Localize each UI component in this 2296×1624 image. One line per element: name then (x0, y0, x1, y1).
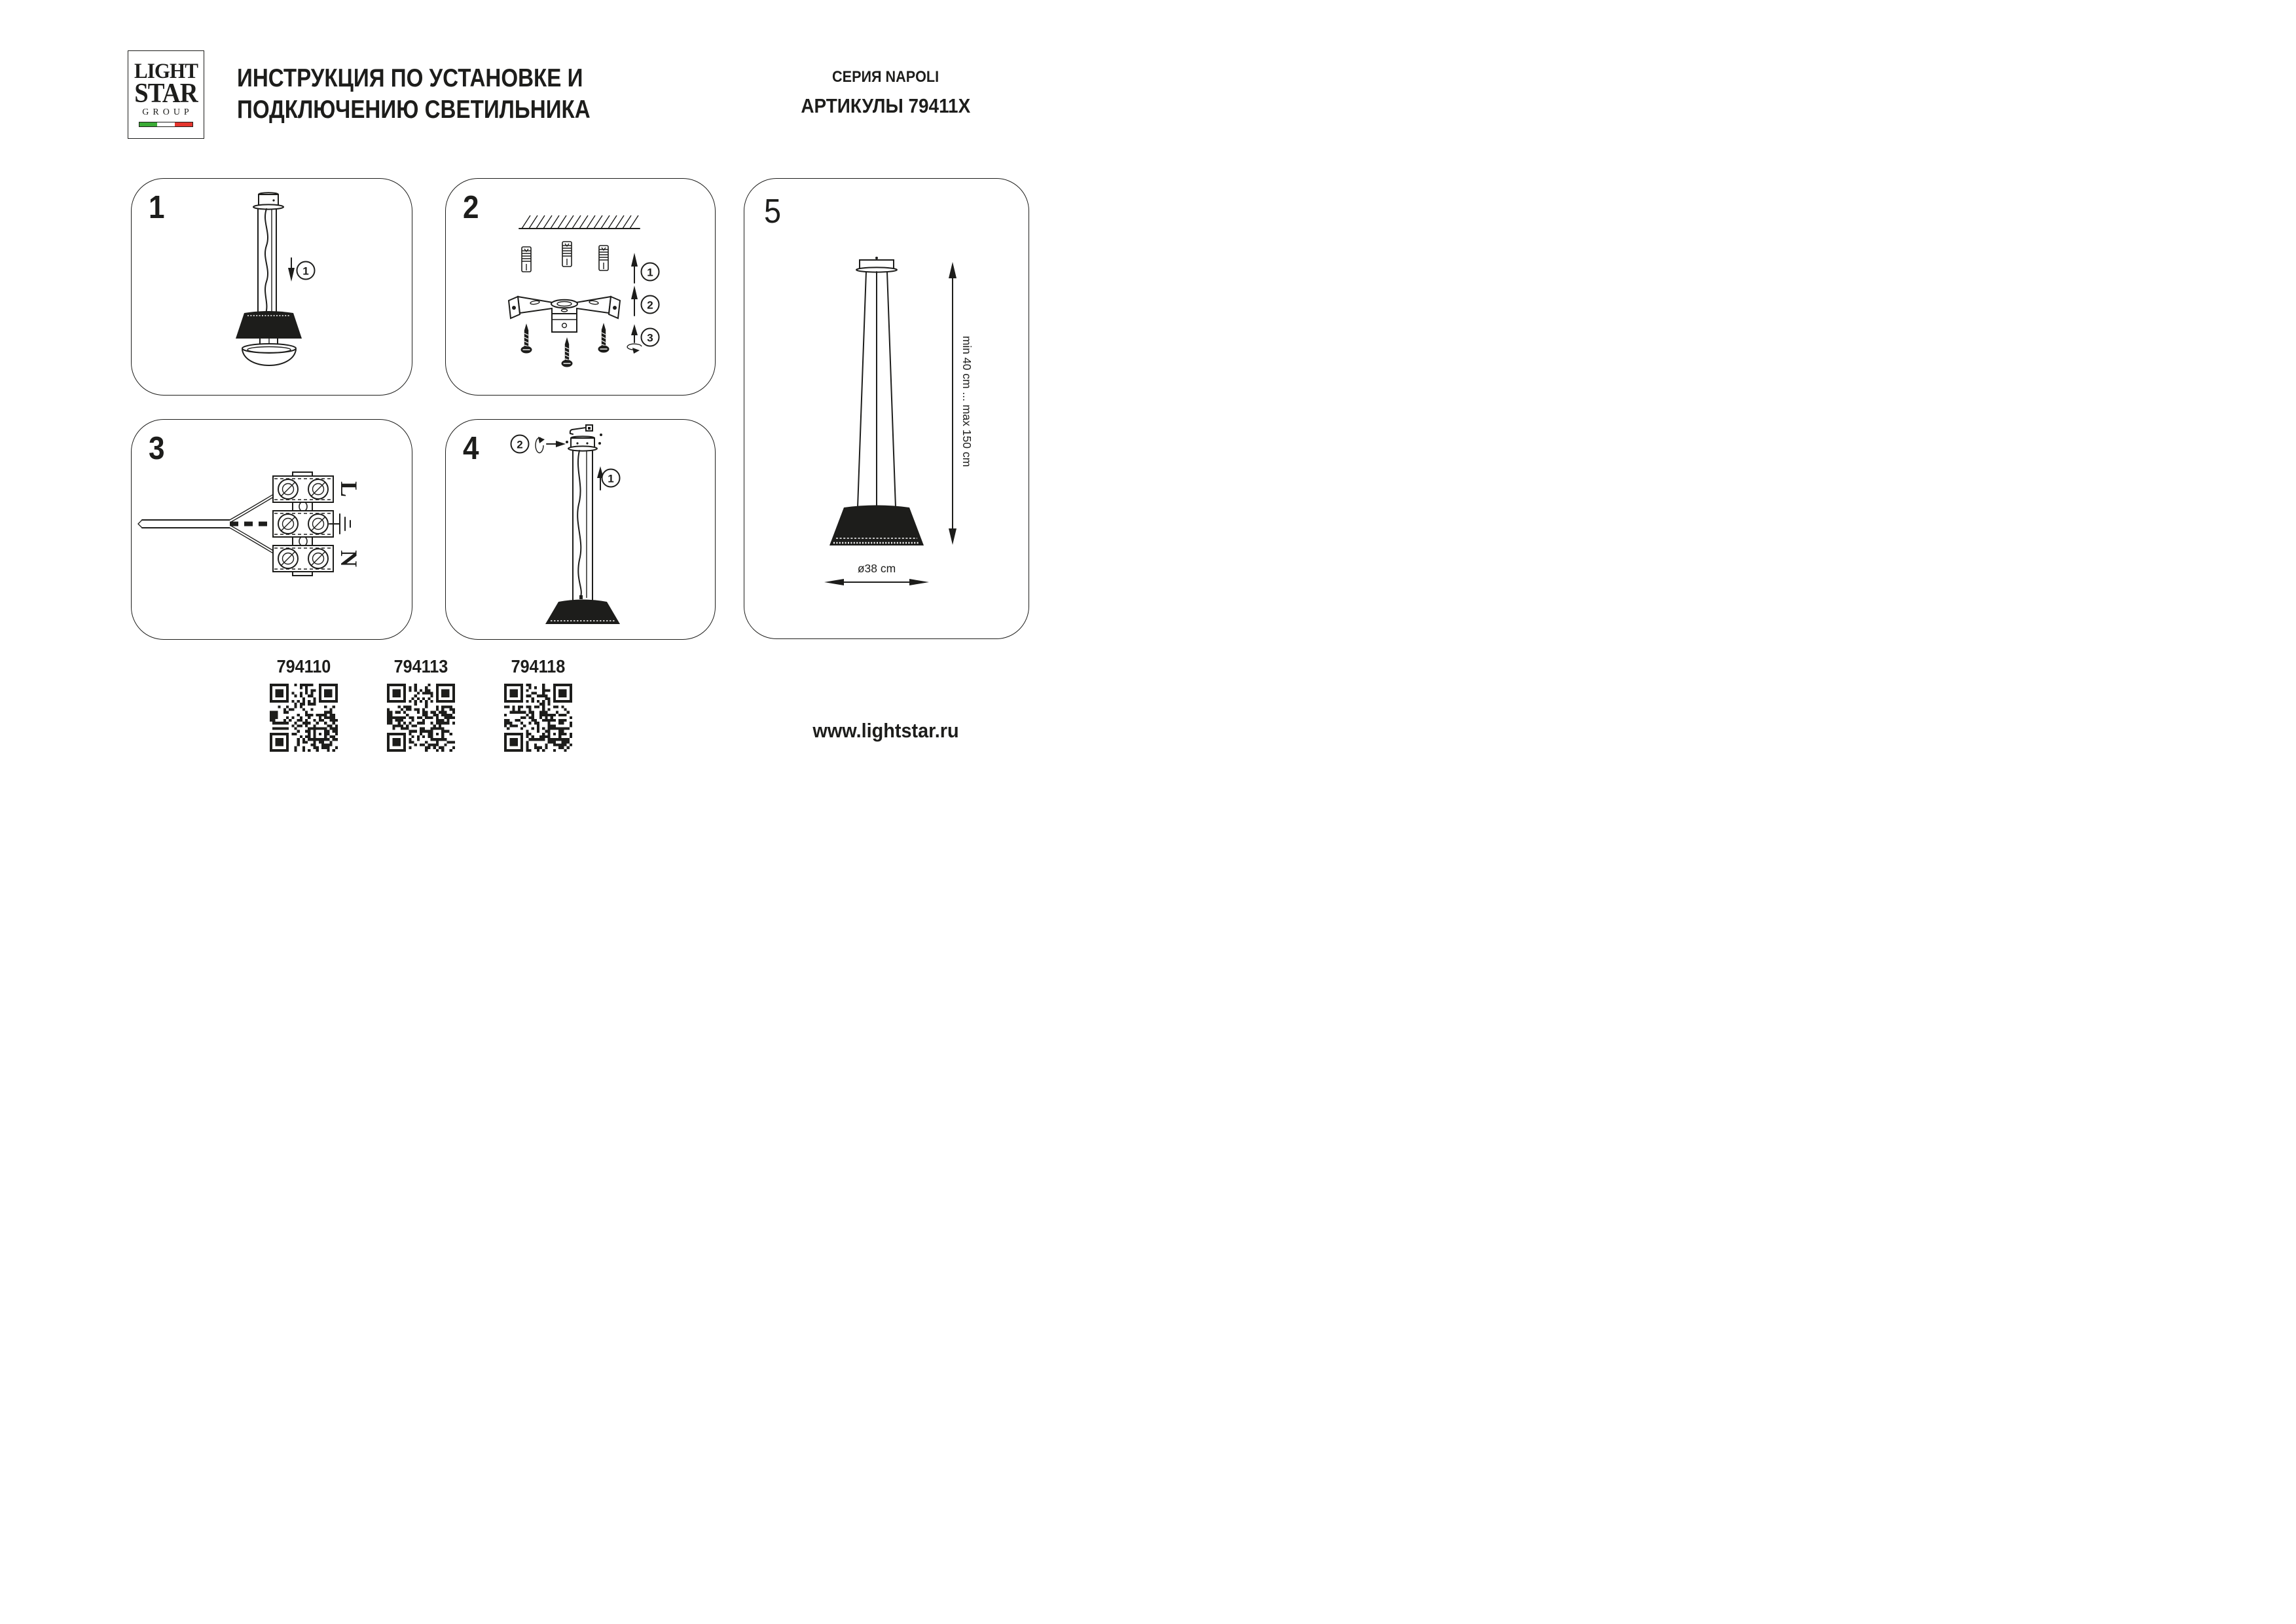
instruction-sheet (0, 0, 1148, 812)
step-panel-4 (445, 419, 716, 640)
screw (598, 323, 610, 353)
wiring-diagram (132, 420, 412, 639)
height-dimension-label: min 40 cm ... max 150 cm (960, 335, 974, 468)
article-column (486, 656, 591, 755)
dimensions-diagram (744, 179, 1029, 638)
series-name: СЕРИЯ NAPOLI (832, 68, 939, 86)
step-number: 1 (608, 472, 614, 485)
screw (521, 323, 532, 354)
qr-code (387, 684, 455, 752)
ceiling-hatch (519, 215, 640, 229)
lightstar-logo (128, 50, 204, 139)
flag-green (139, 122, 157, 126)
terminal-module (273, 545, 333, 572)
pendant-lamp (829, 257, 924, 545)
neutral-label: N (336, 550, 362, 567)
lamp-shade (829, 506, 924, 546)
power-cable (138, 490, 283, 557)
terminal-module (273, 476, 333, 502)
power-cord (265, 209, 268, 313)
flag-white (157, 122, 175, 126)
step-marker-2 (642, 296, 659, 314)
ceiling-mounting-diagram (446, 179, 715, 395)
article-column (369, 656, 473, 755)
panel-number: 4 (463, 431, 479, 466)
series-header (722, 69, 1049, 117)
wall-anchor (522, 247, 531, 272)
qr-code (270, 684, 338, 752)
step-marker-1 (297, 262, 315, 280)
diameter-dimension-label: ø38 cm (857, 562, 896, 575)
italian-flag-icon (139, 122, 193, 127)
step-panel-1 (131, 178, 412, 396)
up-arrow-icon (631, 253, 638, 283)
step-marker-2 (511, 435, 529, 453)
flag-red (175, 122, 192, 126)
down-arrow-icon (288, 258, 295, 282)
screw-rotate-icon (627, 324, 642, 354)
pendant-lamp-diagram (132, 179, 412, 395)
canopy (568, 436, 597, 451)
step-panel-2 (445, 178, 716, 396)
step-marker-1 (602, 470, 620, 487)
up-arrow-icon (631, 286, 638, 316)
step-number: 2 (647, 299, 653, 312)
pendant-rods (573, 451, 592, 602)
step-number: 2 (517, 438, 523, 451)
terminal-block (273, 472, 333, 576)
step-marker-3 (642, 329, 659, 346)
title-line-2: ПОДКЛЮЧЕНИЮ СВЕТИЛЬНИКА (237, 96, 591, 124)
website-url: www.lightstar.ru (812, 719, 959, 742)
page-title (237, 63, 591, 126)
lamp-shade (545, 600, 620, 625)
title-line-1: ИНСТРУКЦИЯ ПО УСТАНОВКЕ И (237, 64, 583, 92)
terminal-module (273, 511, 333, 537)
logo-word-star: STAR (134, 79, 198, 109)
step-number: 1 (302, 265, 309, 278)
step-number: 3 (647, 331, 653, 344)
canopy-fixing-diagram (446, 420, 715, 639)
wall-anchor (599, 246, 608, 270)
panel-number: 2 (463, 190, 479, 225)
panel-number: 5 (764, 193, 782, 231)
step-number: 1 (647, 266, 653, 279)
logo-word-group: GROUP (142, 107, 193, 117)
wall-anchor (562, 242, 572, 267)
rotate-arrow-icon (536, 437, 566, 452)
article-code: 794118 (511, 656, 566, 676)
article-code: 794113 (393, 656, 448, 676)
screw (562, 337, 573, 367)
logo-word-light: LIGHT (134, 60, 198, 83)
article-column (251, 656, 356, 755)
qr-code (504, 684, 572, 752)
height-dimension-arrow (949, 262, 974, 545)
step-marker-1 (642, 263, 659, 281)
articles-title: АРТИКУЛЫ 79411X (801, 94, 971, 117)
line-label: L (336, 481, 362, 498)
panel-number: 1 (149, 190, 165, 225)
article-code: 794110 (276, 656, 331, 676)
dimensions-panel (744, 178, 1029, 639)
diameter-dimension-arrow (824, 562, 929, 585)
step-panel-3 (131, 419, 412, 640)
panel-number: 3 (149, 431, 165, 466)
